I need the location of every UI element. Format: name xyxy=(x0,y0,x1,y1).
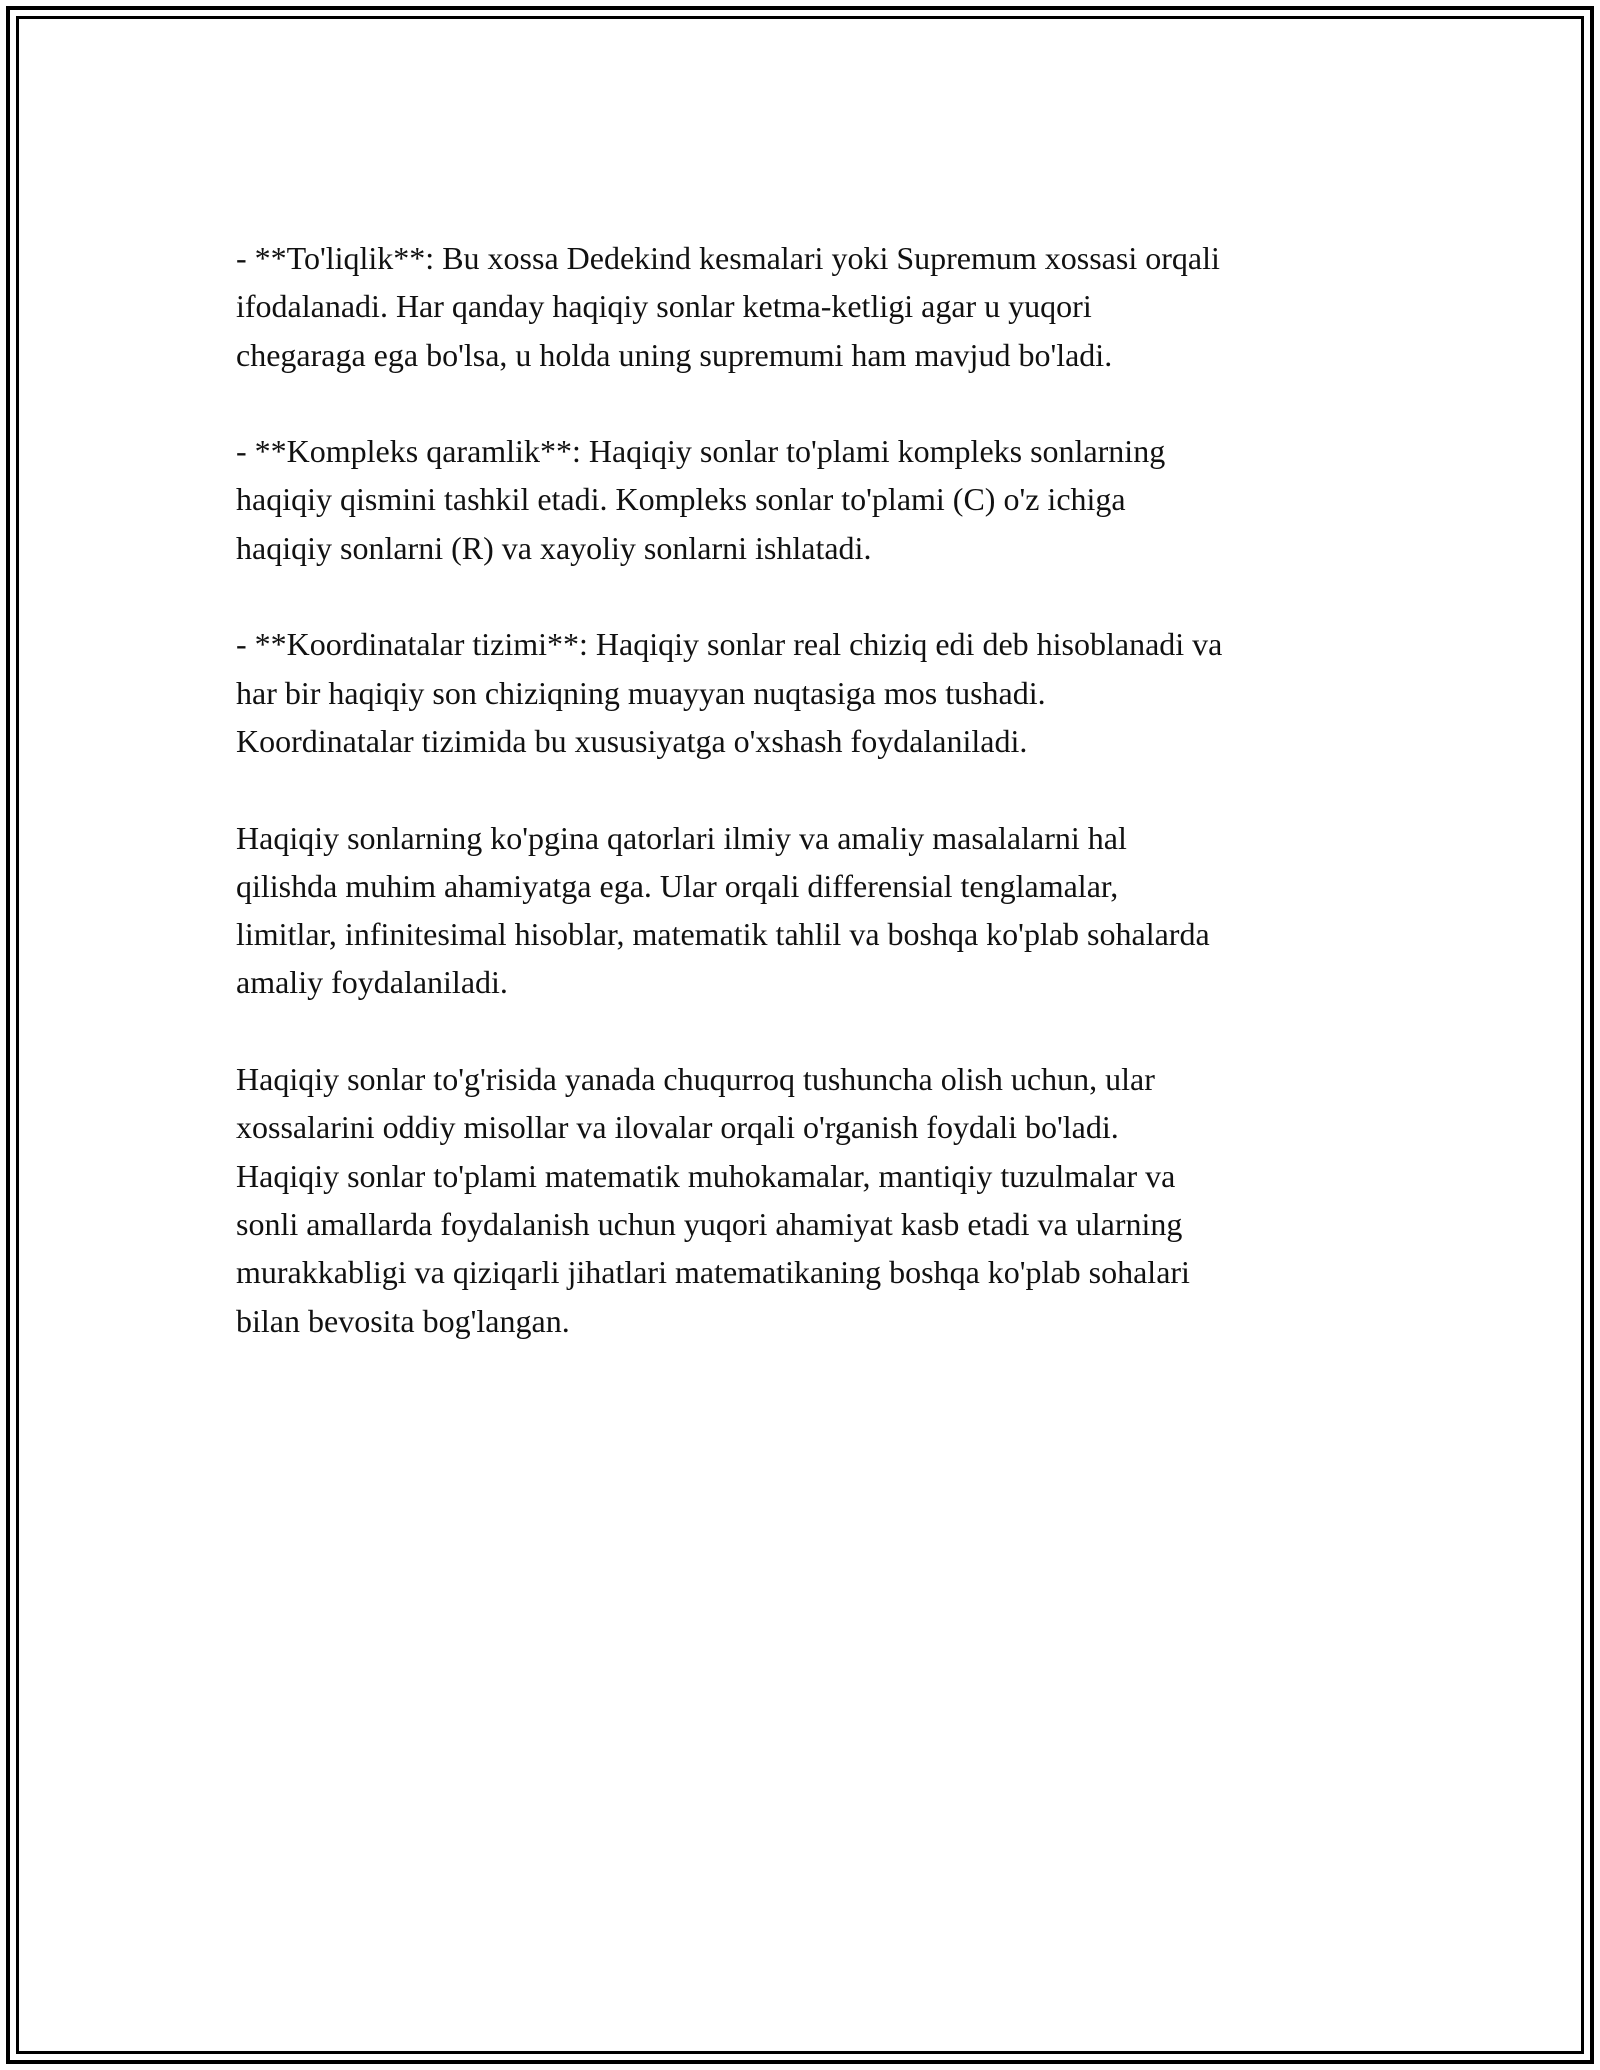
text-line: - **Kompleks qaramlik**: Haqiqiy sonlar to'plami kompleks sonlarning xyxy=(236,433,1166,470)
text-line: sonli amallarda foydalanish uchun yuqori ahamiyat kasb etadi va ularning xyxy=(236,1205,1183,1242)
text-line: Haqiqiy sonlar to'g'risida yanada chuqurroq tushuncha olish uchun, ular xyxy=(236,1061,1155,1098)
text-line: Haqiqiy sonlarning ko'pgina qatorlari ilmiy va amaliy masalalarni hal xyxy=(236,819,1127,856)
text-line: Haqiqiy sonlar to'plami matematik muhokamalar, mantiqiy tuzulmalar va xyxy=(236,1157,1176,1194)
text-line: - **To'liqlik**: Bu xossa Dedekind kesmalari yoki Supremum xossasi orqali xyxy=(236,240,1220,276)
text-line: murakkabligi va qiziqarli jihatlari matematikaning boshqa ko'plab sohalari xyxy=(236,1254,1190,1291)
text-line: - **Koordinatalar tizimi**: Haqiqiy sonlar real chiziq edi deb hisoblanadi va xyxy=(236,626,1223,663)
paragraph-coordinate-system xyxy=(236,620,1376,765)
text-line: har bir haqiqiy son chiziqning muayyan nuqtasiga mos tushadi. xyxy=(236,674,1046,711)
document-body xyxy=(236,234,1376,1393)
text-line: amaliy foydalaniladi. xyxy=(236,964,508,1001)
text-line: ifodalanadi. Har qanday haqiqiy sonlar ketma-ketligi agar u yuqori xyxy=(236,288,1092,325)
text-line: haqiqiy qismini tashkil etadi. Kompleks sonlar to'plami (C) o'z ichiga xyxy=(236,481,1126,518)
paragraph-completeness xyxy=(236,234,1376,379)
paragraph-conclusion xyxy=(236,1055,1376,1345)
text-line: bilan bevosita bog'langan. xyxy=(236,1302,570,1339)
paragraph-applications xyxy=(236,814,1376,1007)
text-line: qilishda muhim ahamiyatga ega. Ular orqali differensial tenglamalar, xyxy=(236,867,1119,904)
text-line: chegaraga ega bo'lsa, u holda uning supremumi ham mavjud bo'ladi. xyxy=(236,336,1113,373)
text-line: xossalarini oddiy misollar va ilovalar orqali o'rganish foydali bo'ladi. xyxy=(236,1109,1119,1146)
text-line: haqiqiy sonlarni (R) va xayoliy sonlarni ishlatadi. xyxy=(236,529,872,566)
text-line: Koordinatalar tizimida bu xususiyatga o'xshash foydalaniladi. xyxy=(236,722,1028,759)
text-line: limitlar, infinitesimal hisoblar, matematik tahlil va boshqa ko'plab sohalarda xyxy=(236,916,1210,953)
paragraph-complex-dependence xyxy=(236,427,1376,572)
